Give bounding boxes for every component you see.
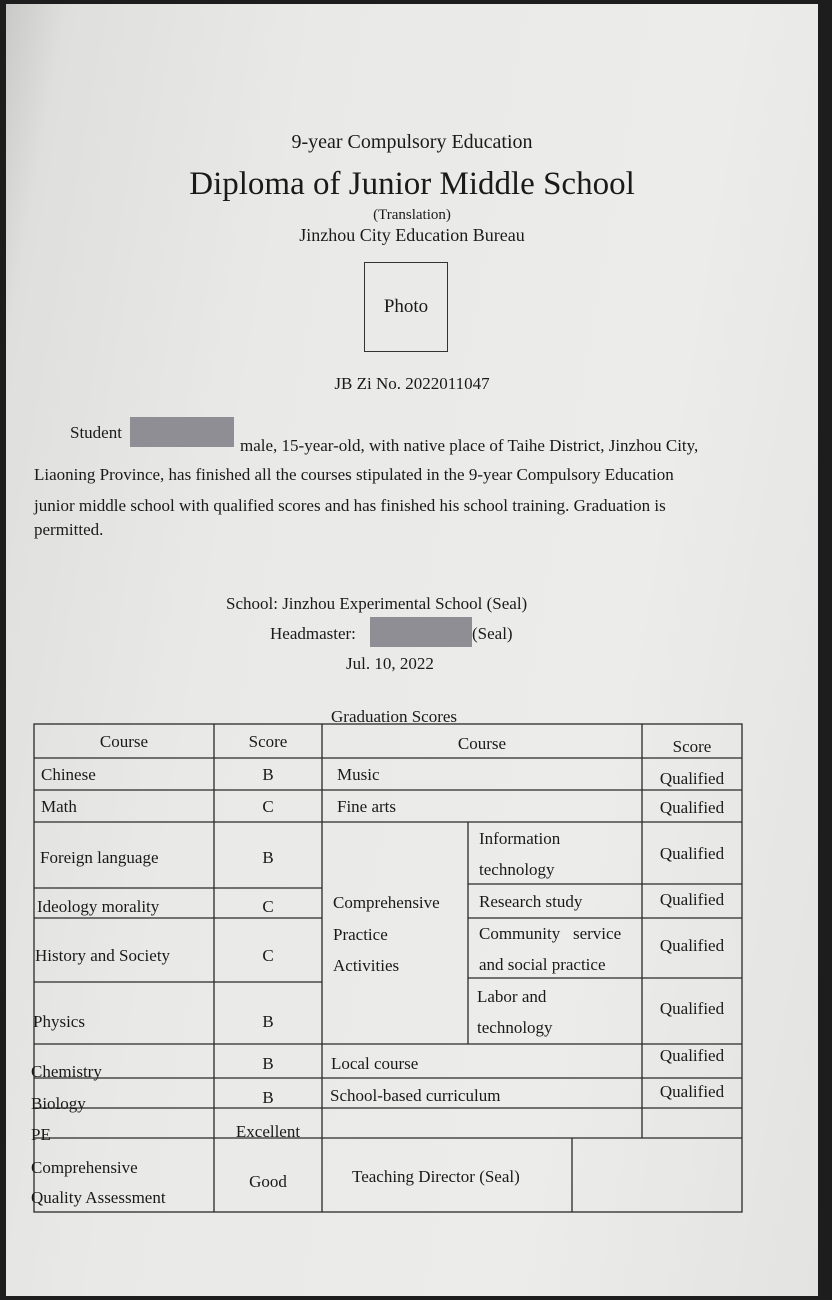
course-biology: Biology [31, 1094, 86, 1113]
score-local: Qualified [659, 1046, 725, 1065]
translation-note: (Translation) [373, 207, 451, 223]
group-label-line-2: Practice [333, 925, 388, 944]
score-fine-arts: Qualified [659, 798, 725, 817]
course-ideology-morality: Ideology morality [37, 897, 160, 916]
student-label: Student [70, 423, 122, 442]
course-chemistry: Chemistry [31, 1062, 102, 1081]
teaching-director: Teaching Director (Seal) [352, 1167, 520, 1186]
score-comprehensive-quality: Good [249, 1172, 287, 1191]
sub-research-study: Research study [479, 892, 583, 911]
header-score-right: Score [672, 737, 712, 756]
score-chinese: B [262, 765, 274, 784]
course-foreign-language: Foreign language [40, 848, 159, 867]
score-pe: Excellent [235, 1122, 301, 1141]
header-course-right: Course [457, 734, 507, 753]
group-label-line-3: Activities [333, 956, 400, 975]
score-labor: Qualified [659, 999, 725, 1018]
diploma-title: Diploma of Junior Middle School [189, 166, 635, 202]
school-line: School: Jinzhou Experimental School (Seal) [226, 594, 528, 613]
certificate-number: JB Zi No. 2022011047 [334, 374, 490, 393]
course-quality-assessment: Quality Assessment [31, 1188, 166, 1207]
statement-line-2: Liaoning Province, has finished all the courses stipulated in the 9-year Compulsory Education [34, 465, 674, 484]
course-fine-arts: Fine arts [337, 797, 397, 816]
score-history-society: C [262, 946, 274, 965]
sub-info-tech-line-2: technology [479, 860, 555, 879]
course-local: Local course [331, 1054, 419, 1073]
group-label-line-1: Comprehensive [333, 893, 440, 912]
header-course-left: Course [99, 732, 149, 751]
statement-line-1: male, 15-year-old, with native place of Taihe District, Jinzhou City, [240, 436, 699, 455]
photo-label: Photo [383, 296, 429, 317]
score-community: Qualified [659, 936, 725, 955]
sub-community-line-1: Community service [479, 924, 622, 943]
score-info-tech: Qualified [659, 844, 725, 863]
diploma-page [6, 4, 818, 1296]
sub-labor-line-2: technology [477, 1018, 553, 1037]
course-pe: PE [31, 1125, 51, 1144]
sub-labor-line-1: Labor and [477, 987, 547, 1006]
headmaster-seal: (Seal) [472, 624, 513, 643]
statement-line-4: permitted. [34, 520, 104, 539]
sub-info-tech-line-1: Information [479, 829, 561, 848]
score-physics: B [262, 1012, 274, 1031]
course-music: Music [337, 765, 380, 784]
score-music: Qualified [659, 769, 725, 788]
headmaster-label: Headmaster: [270, 624, 356, 643]
score-biology: B [262, 1088, 274, 1107]
score-math: C [262, 797, 274, 816]
statement-line-3: junior middle school with qualified scores and has finished his school training. Graduation is [34, 496, 666, 515]
score-research-study: Qualified [659, 890, 725, 909]
score-chemistry: B [262, 1054, 274, 1073]
score-school-based: Qualified [659, 1082, 725, 1101]
course-chinese: Chinese [41, 765, 96, 784]
score-ideology-morality: C [262, 897, 274, 916]
sub-community-line-2: and social practice [479, 955, 606, 974]
issuer: Jinzhou City Education Bureau [299, 225, 525, 245]
course-math: Math [41, 797, 77, 816]
diploma-subtitle: 9-year Compulsory Education [291, 131, 533, 153]
scores-title: Graduation Scores [331, 707, 458, 726]
course-comprehensive: Comprehensive [31, 1158, 138, 1177]
score-foreign-language: B [262, 848, 274, 867]
course-history-society: History and Society [35, 946, 171, 965]
issue-date: Jul. 10, 2022 [346, 654, 434, 673]
course-physics: Physics [33, 1012, 85, 1031]
header-score-left: Score [248, 732, 288, 751]
course-school-based: School-based curriculum [330, 1086, 501, 1105]
